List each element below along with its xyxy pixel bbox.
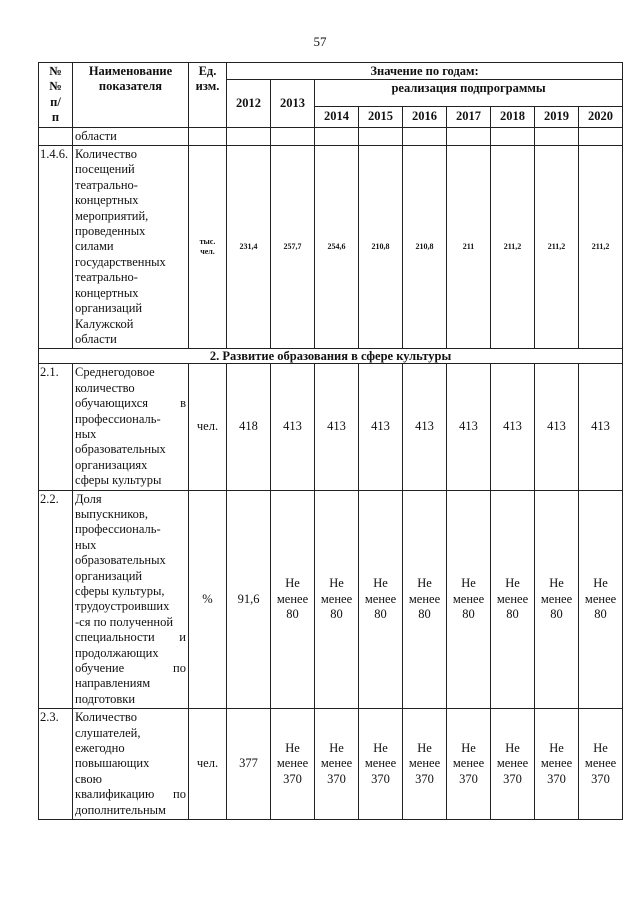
- unit-cell: чел.: [189, 364, 227, 490]
- value-2018: 413: [491, 364, 535, 490]
- value-2013: 413: [271, 364, 315, 490]
- value-2016: 413: [403, 364, 447, 490]
- value-2013: Не менее 370: [271, 709, 315, 820]
- value-2012: 418: [227, 364, 271, 490]
- value-2015: 210,8: [359, 146, 403, 349]
- indicators-table: [38, 62, 623, 820]
- row-number: 2.2.: [39, 490, 73, 709]
- value-2020: Не менее 370: [579, 709, 623, 820]
- table-row: [39, 490, 623, 709]
- value-2017: 211: [447, 146, 491, 349]
- value-2019: Не менее 80: [535, 490, 579, 709]
- value-2015: Не менее 370: [359, 709, 403, 820]
- header-num: № № п/ п: [39, 63, 73, 128]
- value-2014: 254,6: [315, 146, 359, 349]
- value-2015: Не менее 80: [359, 490, 403, 709]
- header-year-2016: 2016: [403, 107, 447, 127]
- value-2013: Не менее 80: [271, 490, 315, 709]
- continuation-row: [39, 127, 623, 145]
- value-2014: Не менее 370: [315, 709, 359, 820]
- table-row: [39, 709, 623, 820]
- value-2014: Не менее 80: [315, 490, 359, 709]
- row-number: 2.1.: [39, 364, 73, 490]
- value-2016: 210,8: [403, 146, 447, 349]
- unit-cell: %: [189, 490, 227, 709]
- page-number: 57: [313, 34, 327, 49]
- row-number: 1.4.6.: [39, 146, 73, 349]
- unit-cell: чел.: [189, 709, 227, 820]
- header-year-2019: 2019: [535, 107, 579, 127]
- header-name: Наименование показателя: [73, 63, 189, 128]
- value-2012: 91,6: [227, 490, 271, 709]
- value-2012: 377: [227, 709, 271, 820]
- header-subprogram: реализация подпрограммы: [315, 80, 623, 107]
- value-2018: Не менее 370: [491, 709, 535, 820]
- row-number: 2.3.: [39, 709, 73, 820]
- header-values-by-year: Значение по годам:: [227, 63, 623, 80]
- header-year-2015: 2015: [359, 107, 403, 127]
- value-2018: Не менее 80: [491, 490, 535, 709]
- indicator-name: Среднегодовое количество обучающихся в профессиональ- ных образовательных организациях сферы культуры: [73, 364, 189, 490]
- header-year-2012: 2012: [227, 80, 271, 128]
- header-row-1: [39, 63, 623, 80]
- value-2017: 413: [447, 364, 491, 490]
- value-2020: Не менее 80: [579, 490, 623, 709]
- value-2018: 211,2: [491, 146, 535, 349]
- header-year-2018: 2018: [491, 107, 535, 127]
- value-2019: 413: [535, 364, 579, 490]
- value-2014: 413: [315, 364, 359, 490]
- table-row: [39, 146, 623, 349]
- value-2013: 257,7: [271, 146, 315, 349]
- value-2015: 413: [359, 364, 403, 490]
- value-2017: Не менее 370: [447, 709, 491, 820]
- value-2019: 211,2: [535, 146, 579, 349]
- header-unit: Ед. изм.: [189, 63, 227, 128]
- unit-cell: тыс. чел.: [189, 146, 227, 349]
- value-2020: 211,2: [579, 146, 623, 349]
- header-year-2017: 2017: [447, 107, 491, 127]
- section-row: [39, 349, 623, 364]
- value-2019: Не менее 370: [535, 709, 579, 820]
- value-2012: 231,4: [227, 146, 271, 349]
- indicator-name: Доля выпускников, профессиональ- ных образовательных организаций сферы культуры, трудоустроивших -ся по полученной специальности и продолжающих обучение по направлениям подготовки: [73, 490, 189, 709]
- continuation-name: области: [73, 127, 189, 145]
- section-title: 2. Развитие образования в сфере культуры: [39, 349, 623, 364]
- value-2016: Не менее 80: [403, 490, 447, 709]
- value-2017: Не менее 80: [447, 490, 491, 709]
- header-year-2013: 2013: [271, 80, 315, 128]
- value-2020: 413: [579, 364, 623, 490]
- value-2016: Не менее 370: [403, 709, 447, 820]
- indicator-name: Количество посещений театрально- концертных мероприятий, проведенных силами государственных театрально- концертных организаций Калужской области: [73, 146, 189, 349]
- header-year-2014: 2014: [315, 107, 359, 127]
- header-year-2020: 2020: [579, 107, 623, 127]
- indicator-name: Количество слушателей, ежегодно повышающих свою квалификацию по дополнительным: [73, 709, 189, 820]
- table-row: [39, 364, 623, 490]
